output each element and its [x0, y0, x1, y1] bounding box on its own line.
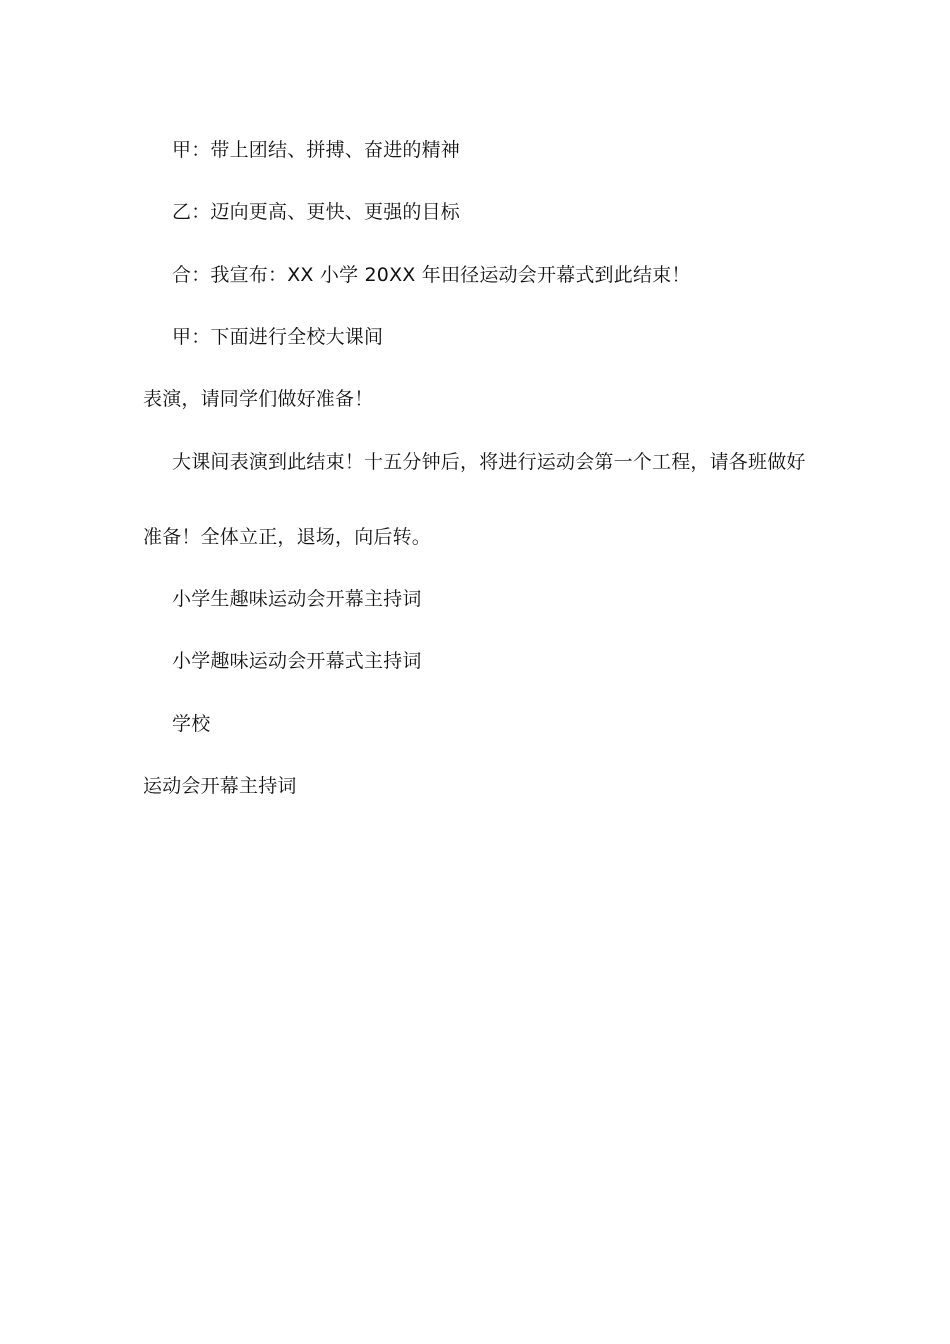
- heading-line: 小学趣味运动会开幕式主持词: [172, 650, 422, 672]
- heading-line: 学校: [172, 713, 211, 735]
- paragraph-line: 甲：带上团结、拼搏、奋进的精神: [172, 139, 461, 161]
- heading-line: 小学生趣味运动会开幕主持词: [172, 588, 422, 610]
- heading-line: 运动会开幕主持词: [143, 775, 297, 797]
- paragraph-line: 乙：迈向更高、更快、更强的目标: [172, 201, 461, 223]
- paragraph-line: 甲：下面进行全校大课间: [172, 326, 384, 348]
- paragraph-line: 准备！全体立正，退场，向后转。: [143, 526, 432, 548]
- paragraph-line: 合：我宣布：XX 小学 20XX 年田径运动会开幕式到此结束！: [172, 264, 691, 286]
- paragraph-line: 大课间表演到此结束！十五分钟后，将进行运动会第一个工程，请各班做好: [172, 451, 806, 473]
- paragraph-line: 表演，请同学们做好准备！: [143, 388, 374, 410]
